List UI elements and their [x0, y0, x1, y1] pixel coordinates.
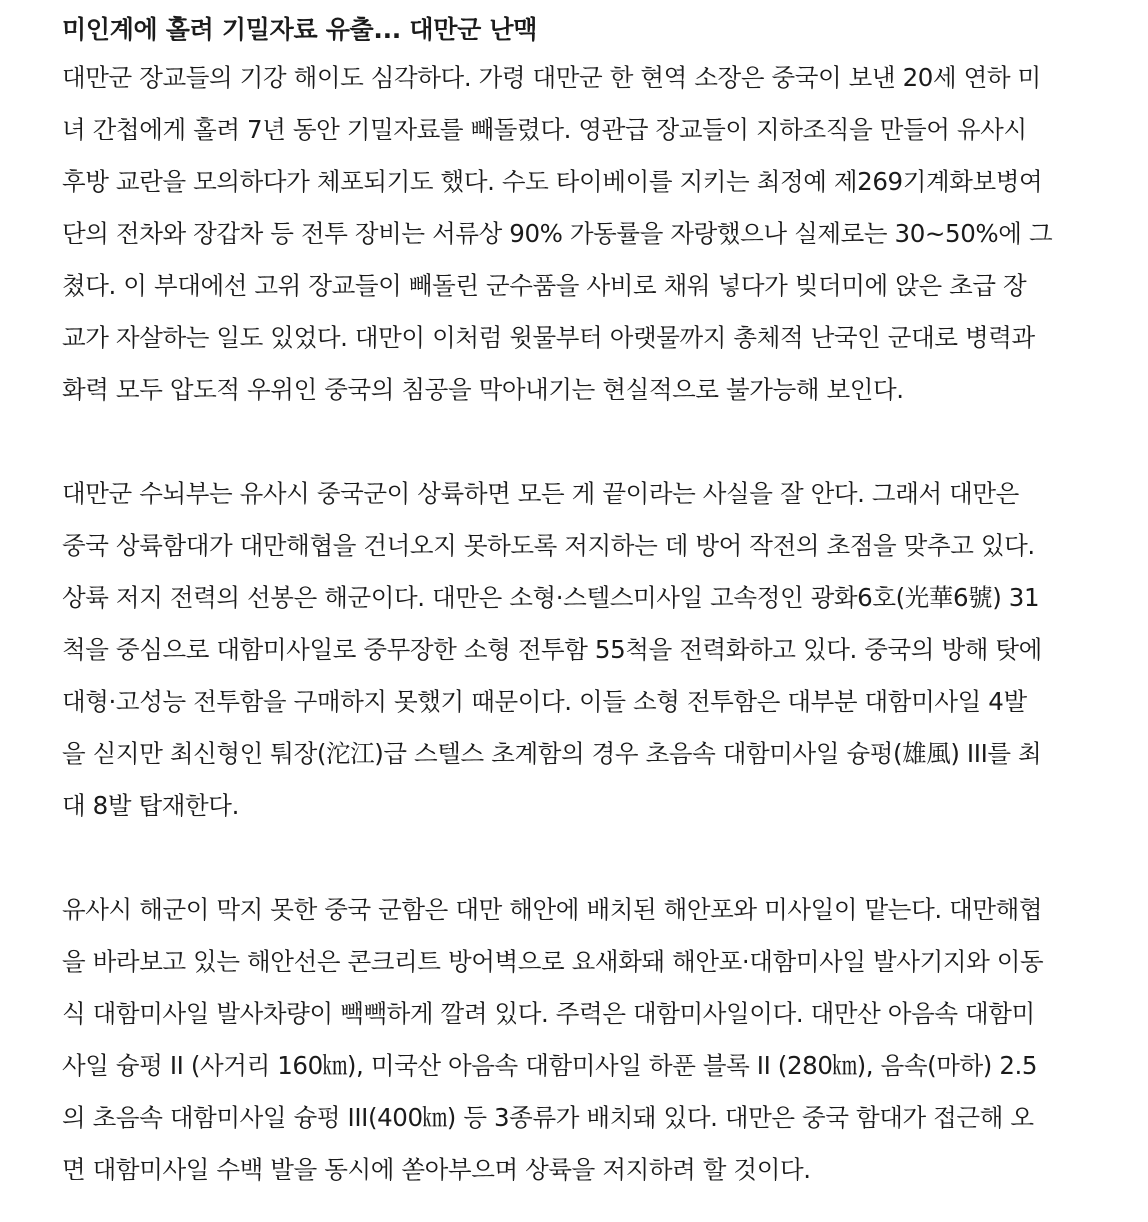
paragraph-1 [62, 52, 1148, 416]
paragraph-line: 식 대함미사일 발사차량이 빽빽하게 깔려 있다. 주력은 대함미사일이다. 대만산 아음속 대함미 [62, 999, 1035, 1028]
paragraph-spacer [62, 832, 1148, 884]
paragraph-line: 대만군 장교들의 기강 해이도 심각하다. 가령 대만군 한 현역 소장은 중국이 보낸 20세 연하 미 [62, 63, 1041, 92]
paragraph-line: 대 8발 탑재한다. [62, 791, 239, 820]
paragraph-line: 을 바라보고 있는 해안선은 콘크리트 방어벽으로 요새화돼 해안포·대함미사일 발사기지와 이동 [62, 947, 1044, 976]
paragraph-line: 의 초음속 대함미사일 슝펑 III(400㎞) 등 3종류가 배치돼 있다. 대만은 중국 함대가 접근해 오 [62, 1103, 1034, 1132]
paragraph-line: 면 대함미사일 수백 발을 동시에 쏟아부으며 상륙을 저지하려 할 것이다. [62, 1155, 811, 1184]
paragraph-line: 녀 간첩에게 홀려 7년 동안 기밀자료를 빼돌렸다. 영관급 장교들이 지하조직을 만들어 유사시 [62, 115, 1027, 144]
article-heading: 미인계에 홀려 기밀자료 유출... 대만군 난맥 [62, 15, 538, 44]
paragraph-line: 쳤다. 이 부대에선 고위 장교들이 빼돌린 군수품을 사비로 채워 넣다가 빚더미에 앉은 초급 장 [62, 271, 1027, 300]
paragraph-line: 을 싣지만 최신형인 퉈장(沱江)급 스텔스 초계함의 경우 초음속 대함미사일 슝펑(雄風) III를 최 [62, 739, 1042, 768]
paragraph-line: 교가 자살하는 일도 있었다. 대만이 이처럼 윗물부터 아랫물까지 총체적 난국인 군대로 병력과 [62, 323, 1035, 352]
paragraph-line: 대만군 수뇌부는 유사시 중국군이 상륙하면 모든 게 끝이라는 사실을 잘 안다. 그래서 대만은 [62, 479, 1019, 508]
article [62, 8, 1148, 1196]
paragraph-line: 대형·고성능 전투함을 구매하지 못했기 때문이다. 이들 소형 전투함은 대부분 대함미사일 4발 [62, 687, 1027, 716]
paragraph-3 [62, 884, 1148, 1196]
paragraph-2 [62, 468, 1148, 832]
paragraph-line: 단의 전차와 장갑차 등 전투 장비는 서류상 90% 가동률을 자랑했으나 실제로는 30~50%에 그 [62, 219, 1053, 248]
paragraph-line: 후방 교란을 모의하다가 체포되기도 했다. 수도 타이베이를 지키는 최정예 제269기계화보병여 [62, 167, 1043, 196]
paragraph-spacer [62, 416, 1148, 468]
paragraph-line: 상륙 저지 전력의 선봉은 해군이다. 대만은 소형·스텔스미사일 고속정인 광화6호(光華6號) 31 [62, 583, 1040, 612]
paragraph-line: 사일 슝펑 II (사거리 160㎞), 미국산 아음속 대함미사일 하푼 블록 II (280㎞), 음속(마하) 2.5 [62, 1051, 1038, 1080]
paragraph-line: 중국 상륙함대가 대만해협을 건너오지 못하도록 저지하는 데 방어 작전의 초점을 맞추고 있다. [62, 531, 1035, 560]
paragraph-line: 척을 중심으로 대함미사일로 중무장한 소형 전투함 55척을 전력화하고 있다. 중국의 방해 탓에 [62, 635, 1042, 664]
paragraph-line: 유사시 해군이 막지 못한 중국 군함은 대만 해안에 배치된 해안포와 미사일이 맡는다. 대만해협 [62, 895, 1043, 924]
paragraph-line: 화력 모두 압도적 우위인 중국의 침공을 막아내기는 현실적으로 불가능해 보인다. [62, 375, 904, 404]
